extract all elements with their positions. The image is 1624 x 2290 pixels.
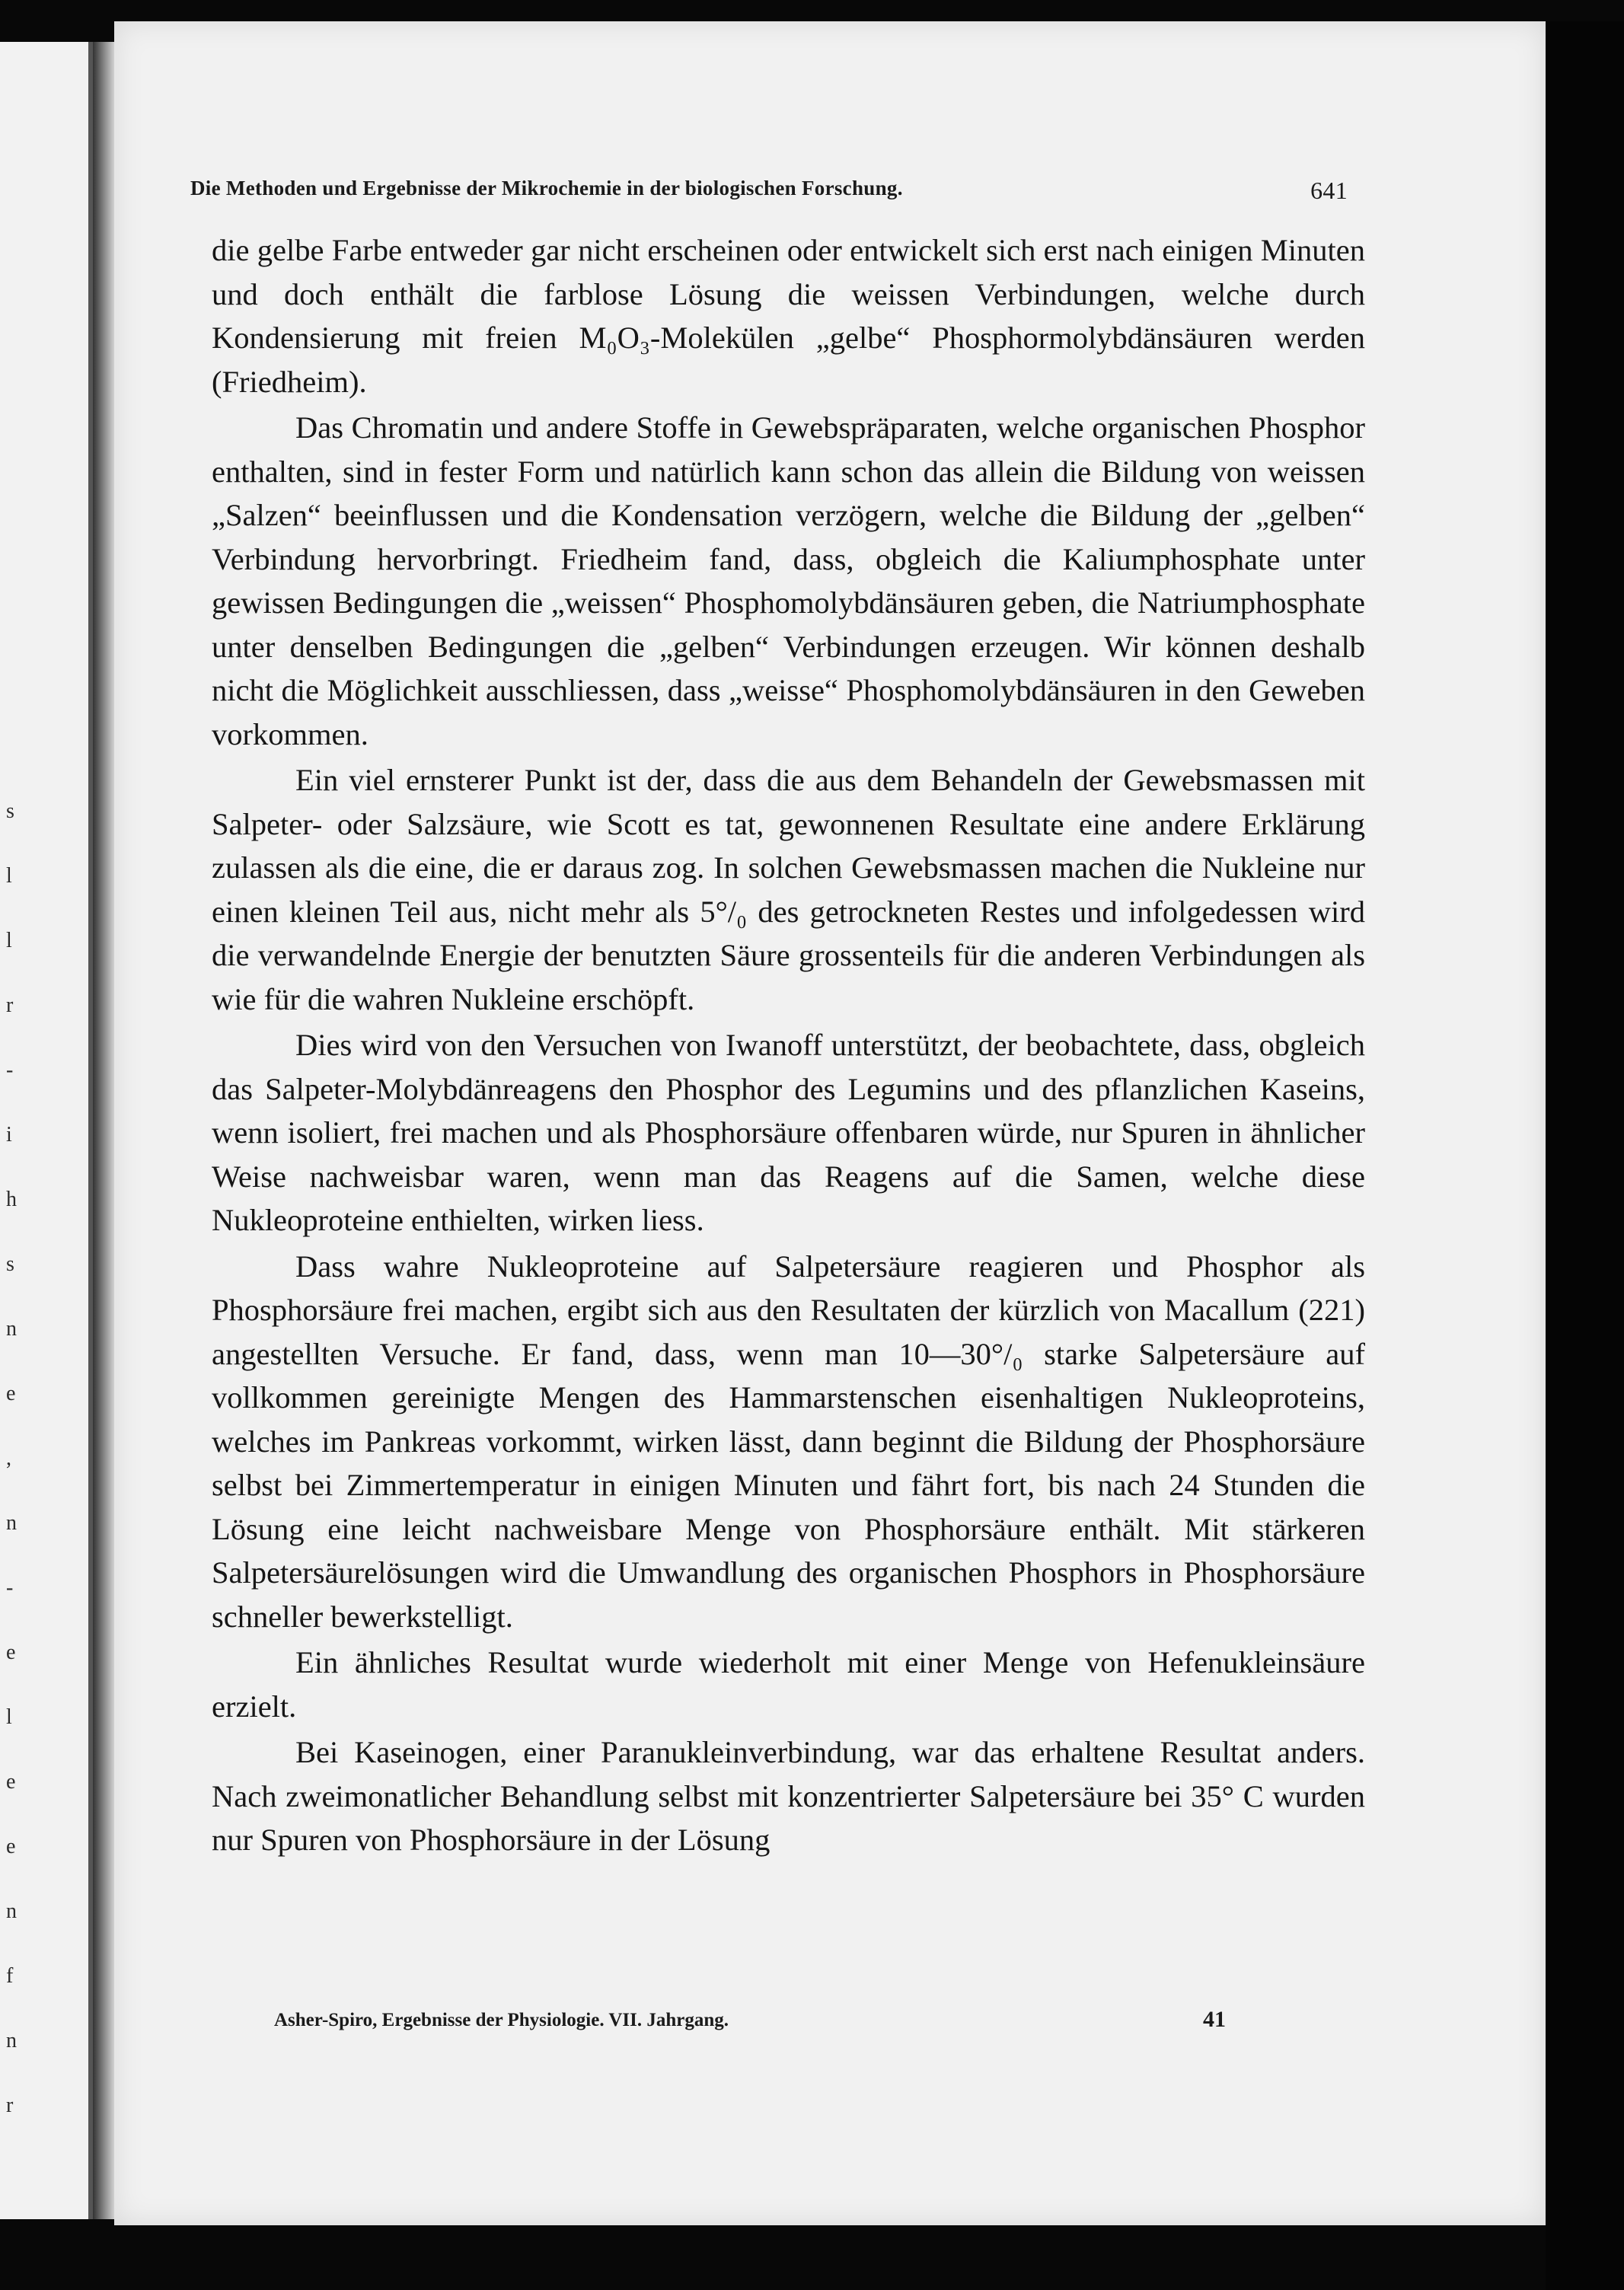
previous-page-fragment: e (6, 1382, 16, 1405)
paragraph-3: Ein viel ernsterer Punkt ist der, dass die aus dem Behandeln der Gewebsmassen mit Salpeter- oder Salzsäure, wie Scott es tat, gewonnenen Resultate eine andere Erklärung zulassen als die eine, die er daraus zog. In solchen Gewebsmassen machen die Nukleine nur einen kleinen Teil aus, nicht mehr als 5°/₀ des getrockneten Restes und infolgedessen wird die verwandelnde Energie der benutzten Säure grossenteils für die anderen Verbindungen als wie für die wahren Nukleine erschöpft. (212, 763, 1365, 1016)
previous-page-fragment: e (6, 1835, 16, 1858)
paragraph-6: Ein ähnliches Resultat wurde wiederholt mit einer Menge von Hefenukleinsäure erzielt. (212, 1645, 1365, 1724)
footer-citation: Asher-Spiro, Ergebnisse der Physiologie. VII. Jahrgang. (274, 2010, 729, 2030)
previous-page-fragment: s (6, 1252, 14, 1276)
book-gutter (93, 42, 116, 2219)
page-number: 641 (1310, 177, 1348, 204)
previous-page-fragment: e (6, 1641, 16, 1664)
signature-mark: 41 (1203, 2007, 1226, 2032)
previous-page-fragment: , (6, 1446, 11, 1470)
previous-page-fragment: n (6, 1317, 17, 1341)
previous-page-edge (0, 42, 99, 2219)
previous-page-fragment: l (6, 864, 12, 888)
running-title: Die Methoden und Ergebnisse der Mikrochemie in der biologischen Forschung. (190, 177, 903, 199)
paragraph-7: Bei Kaseinogen, einer Paranukleinverbindung, war das erhaltene Resultat anders. Nach zweimonatlicher Behandlung selbst mit konzentrierter Salpetersäure bei 35° C wurden nur Spuren von Phosphorsäure in der Lösung (212, 1735, 1365, 1857)
previous-page-fragment: l (6, 1705, 12, 1729)
previous-page-fragment: s (6, 799, 14, 823)
paragraph-5: Dass wahre Nukleoproteine auf Salpetersäure reagieren und Phosphor als Phosphorsäure frei machen, ergibt sich aus den Resultaten der kürzlich von Macallum (221) angestellten Versuche. Er fand, dass, wenn man 10—30°/₀ starke Salpetersäure auf vollkommen gereinigte Mengen des Hammarstenschen eisenhaltigen Nukleoproteins, welches im Pankreas vorkommt, wirken lässt, dann beginnt die Bildung der Phosphorsäure selbst bei Zimmertemperatur in einigen Minuten und fährt fort, bis nach 24 Stunden die Lösung eine leicht nachweisbare Menge von Phosphorsäure enthält. Mit stärkeren Salpetersäurelösungen wird die Umwandlung des organischen Phosphors in Phosphorsäure schneller bewerkstelligt. (212, 1249, 1365, 1634)
previous-page-fragment: - (6, 1576, 14, 1599)
previous-page-fragment: h (6, 1188, 17, 1211)
scan-border (1546, 21, 1624, 2290)
paragraph-4: Dies wird von den Versuchen von Iwanoff unterstützt, der beobachtete, dass, obgleich das Salpeter-Molybdänreagens den Phosphor des Legumins und des pflanzlichen Kaseins, wenn isoliert, frei machen und als Phosphorsäure offenbaren würde, nur Spuren in ähnlicher Weise nachweisbar waren, wenn man das Reagens auf die Samen, welche diese Nukleoproteine enthielten, wirken liess. (212, 1028, 1365, 1237)
previous-page-fragment: r (6, 2094, 14, 2117)
previous-page-fragment: - (6, 1058, 14, 1082)
previous-page-fragment: n (6, 1899, 17, 1923)
previous-page-fragment: e (6, 1770, 16, 1794)
previous-page-fragment: f (6, 1964, 14, 1988)
running-header (190, 177, 1348, 204)
paragraph-1: die gelbe Farbe entweder gar nicht erscheinen oder entwickelt sich erst nach einigen Minuten und doch enthält die farblose Lösung die weissen Verbindungen, welche durch Kondensierung mit freien M₀O₃-Molekülen „gelbe“ Phosphormolybdänsäuren werden (Friedheim). (212, 233, 1365, 399)
previous-page-fragment: n (6, 2029, 17, 2052)
previous-page-fragment: n (6, 1511, 17, 1535)
previous-page-fragment: l (6, 929, 12, 952)
paragraph-2: Das Chromatin und andere Stoffe in Gewebspräparaten, welche organischen Phosphor enthalten, sind in fester Form und natürlich kann schon das allein die Bildung von weissen „Salzen“ beeinflussen und die Kondensation verzögern, welche die Bildung der „gelben“ Verbindung hervorbringt. Friedheim fand, dass, obgleich die Kaliumphosphate unter gewissen Bedingungen die „weissen“ Phosphomolybdänsäuren geben, die Natriumphosphate unter denselben Bedingungen die „gelben“ Verbindungen erzeugen. Wir können deshalb nicht die Möglichkeit ausschliessen, dass „weisse“ Phosphomolybdänsäuren in den Geweben vorkommen. (212, 410, 1365, 751)
previous-page-fragment: r (6, 994, 14, 1017)
body-text (212, 228, 1365, 1864)
previous-page-fragment: i (6, 1123, 12, 1147)
page-footer (274, 2007, 1226, 2032)
